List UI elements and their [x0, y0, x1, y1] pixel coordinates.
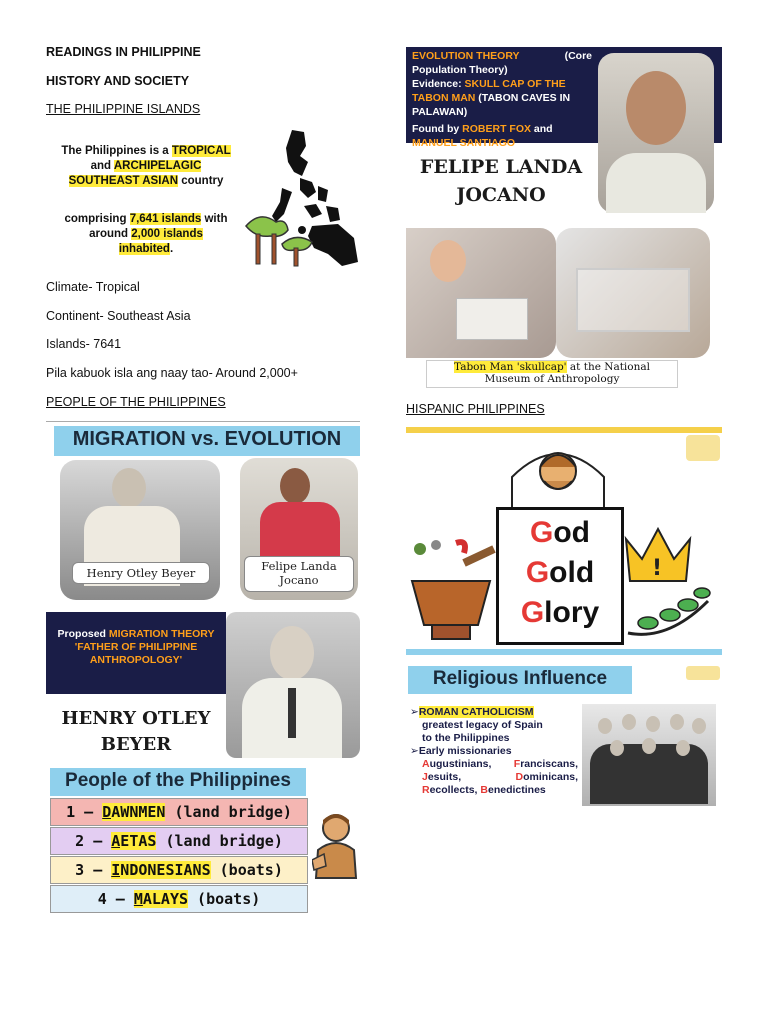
caveman-icon [312, 810, 360, 880]
jocano-caption [244, 556, 354, 592]
people-row-1-num: 1 – [66, 803, 103, 821]
order-4-rest: ominicans, [523, 771, 578, 783]
people-row-2-tail: (land bridge) [156, 832, 283, 850]
people-row-2 [50, 827, 308, 855]
people-row-1-tail: (land bridge) [165, 803, 292, 821]
beyer-t3: 'FATHER OF PHILIPPINE [74, 641, 198, 653]
islands-t5: SOUTHEAST ASIAN [68, 175, 179, 187]
mortar-spices-icon [408, 539, 496, 643]
order-1-first: A [422, 758, 430, 770]
fact-continent: Continent- Southeast Asia [46, 309, 191, 323]
jocano-t9: Found by [412, 123, 463, 135]
priest-icon [502, 437, 614, 515]
missionary-head-4 [670, 714, 684, 730]
religious-b1-sub2: to the Philippines [422, 732, 510, 744]
religious-slide [406, 664, 722, 808]
beyer-t2: MIGRATION THEORY [108, 628, 215, 640]
people-row-3-num: 3 – [75, 861, 112, 879]
people-row-3-first: I [111, 861, 121, 879]
religious-text: ➢ROMAN CATHOLICISM greatest legacy of Spain to the Philippines ➢Early missionaries Augustinians, Franciscans, Jesuits, Dominicans, Recollects, Benedictines [410, 706, 578, 796]
glory-rest: lory [544, 596, 600, 629]
order-6-rest: enedictines [487, 784, 546, 796]
people-row-3-rest: NDONESIANS [120, 861, 211, 879]
people-row-4 [50, 885, 308, 913]
section-heading-people: PEOPLE OF THE PHILIPPINES [46, 395, 226, 409]
tabon-caption-hl: Tabon Man 'skullcap' [454, 361, 567, 373]
islands-slide [46, 126, 360, 268]
tabon-person-head [430, 240, 466, 282]
jocano-portrait [598, 53, 714, 213]
missionary-head-1 [598, 718, 612, 734]
jocano-caption-line1: Felipe Landa [261, 559, 337, 573]
order-2-rest: ranciscans, [520, 758, 578, 770]
islands-t10: around [89, 228, 132, 240]
people-row-4-num: 4 – [97, 890, 134, 908]
jocano-head [280, 468, 310, 504]
people-row-3 [50, 856, 308, 884]
migration-slide [46, 424, 360, 602]
jocano-t7: (TABON CAVES IN [475, 92, 571, 104]
jocano-t3: Population Theory) [412, 64, 508, 76]
islands-t2: TROPICAL [171, 145, 231, 157]
tabon-display-case [576, 268, 690, 332]
doc-title-line1: READINGS IN PHILIPPINE [46, 45, 201, 59]
islands-text-1 [46, 144, 246, 189]
jocano-t2: (Core [564, 50, 592, 62]
tabon-case [456, 298, 528, 340]
beyer-head [112, 468, 146, 508]
islands-t9: with [201, 213, 228, 225]
order-1-rest: ugustinians, [429, 758, 492, 770]
jocano-caption-line2: Jocano [279, 573, 319, 587]
missionary-head-3 [646, 716, 660, 732]
islands-t1: The Philippines is a [61, 145, 172, 157]
sticky-note-icon-2 [686, 666, 720, 680]
order-5-rest: ecollects [429, 784, 475, 796]
beyer-t4: ANTHROPOLOGY' [89, 654, 183, 666]
jocano-t11: and [531, 123, 553, 135]
god-gold-glory-slide [406, 427, 722, 655]
god-g: G [530, 516, 554, 549]
people-row-1-rest: AWNMEN [111, 803, 166, 821]
jocano-name-line1: FELIPE LANDA [419, 156, 583, 178]
religious-b2: Early missionaries [418, 745, 512, 757]
jocano-t12: MANUEL SANTIAGO [412, 137, 516, 149]
beyer-t1: Proposed [57, 628, 109, 640]
jocano-name [406, 153, 596, 209]
people-row-4-rest: ALAYS [142, 890, 189, 908]
beyer-slide [46, 612, 360, 758]
fact-climate: Climate- Tropical [46, 280, 140, 294]
tabon-caption-c: Museum of Anthropology [484, 373, 620, 385]
islands-t7: comprising [64, 213, 130, 225]
people-row-3-tail: (boats) [210, 861, 283, 879]
order-4-first: D [515, 771, 524, 783]
islands-t12: inhabited [118, 243, 170, 255]
jocano-t6: TABON MAN [412, 92, 476, 104]
beyer-name-line1: HENRY OTLEY [61, 708, 211, 729]
crown-laurel-icon [618, 523, 718, 643]
section-heading-islands: THE PHILIPPINE ISLANDS [46, 102, 201, 116]
order-3-first: J [422, 771, 428, 783]
top-stripe [406, 427, 722, 433]
order-5-first: R [422, 784, 430, 796]
people-row-2-first: A [111, 832, 121, 850]
order-2-first: F [513, 758, 521, 770]
jocano-t1: EVOLUTION THEORY [412, 50, 520, 62]
jocano-name-line2: JOCANO [456, 184, 546, 206]
beyer-portrait-head [270, 626, 314, 680]
islands-t13: . [169, 243, 174, 255]
religious-title: Religious Influence [432, 668, 608, 689]
jocano-theory-text [412, 49, 592, 150]
god-gold-glory-text [496, 513, 624, 633]
order-6-first: B [480, 784, 488, 796]
fact-inhabited: Pila kabuok isla ang naay tao- Around 2,000+ [46, 366, 298, 380]
tabon-photo-left [406, 228, 556, 358]
philippines-map-icon [242, 126, 360, 268]
jocano-t5: SKULL CAP OF THE [464, 78, 566, 90]
people-slide [46, 766, 360, 916]
beyer-name [46, 706, 226, 758]
missionary-head-2 [622, 714, 636, 730]
islands-t6: country [178, 175, 224, 187]
beyer-portrait [226, 612, 360, 758]
people-row-4-first: M [133, 890, 143, 908]
beyer-caption: Henry Otley Beyer [72, 562, 210, 584]
arrow-bullet-icon: ➢ [410, 745, 419, 757]
religious-b1: ROMAN CATHOLICISM [418, 706, 534, 718]
people-row-1 [50, 798, 308, 826]
bottom-stripe [406, 649, 722, 655]
jocano-t10: ROBERT FOX [462, 123, 532, 135]
people-title: People of the Philippines [65, 770, 291, 791]
islands-text-2 [46, 212, 246, 257]
people-row-1-first: D [102, 803, 112, 821]
beyer-name-line2: BEYER [100, 734, 172, 755]
god-rest: od [553, 516, 590, 549]
svg-text:!: ! [652, 556, 663, 581]
missionaries-photo [582, 704, 716, 806]
missionary-head-7 [642, 738, 656, 754]
tabon-caption [426, 360, 678, 388]
order-3-rest: esuits, [427, 771, 462, 783]
tabon-caption-b: at the National [566, 361, 650, 373]
religious-b1-sub1: greatest legacy of Spain [422, 719, 543, 731]
divider [46, 421, 360, 422]
gold-g: G [525, 556, 550, 589]
tabon-photo-right [556, 228, 710, 358]
gold-rest: old [549, 556, 595, 589]
islands-t8: 7,641 islands [129, 213, 202, 225]
jocano-t8: PALAWAN) [412, 106, 468, 118]
beyer-portrait-tie [288, 688, 296, 738]
tabon-slide [406, 228, 722, 390]
migration-title: MIGRATION vs. EVOLUTION [72, 428, 342, 450]
people-row-2-num: 2 – [75, 832, 112, 850]
jocano-slide [406, 47, 722, 215]
jocano-portrait-shirt [606, 153, 706, 213]
jocano-t4: Evidence: [412, 78, 465, 90]
arrow-bullet-icon: ➢ [410, 706, 419, 718]
section-heading-hispanic: HISPANIC PHILIPPINES [406, 402, 545, 416]
glory-g: G [520, 596, 545, 629]
missionary-head-8 [676, 740, 690, 756]
missionary-head-5 [692, 718, 706, 734]
islands-t4: ARCHIPELAGIC [113, 160, 202, 172]
people-row-2-rest: ETAS [120, 832, 157, 850]
missionary-head-6 [610, 740, 624, 756]
sticky-note-icon [686, 435, 720, 461]
doc-title-line2: HISTORY AND SOCIETY [46, 74, 190, 88]
jocano-portrait-head [626, 71, 686, 145]
people-row-4-tail: (boats) [188, 890, 261, 908]
beyer-theory-text [46, 628, 226, 667]
islands-t3: and [90, 160, 114, 172]
islands-t11: 2,000 islands [131, 228, 203, 240]
fact-islands: Islands- 7641 [46, 337, 122, 351]
jocano-shirt [260, 502, 340, 562]
